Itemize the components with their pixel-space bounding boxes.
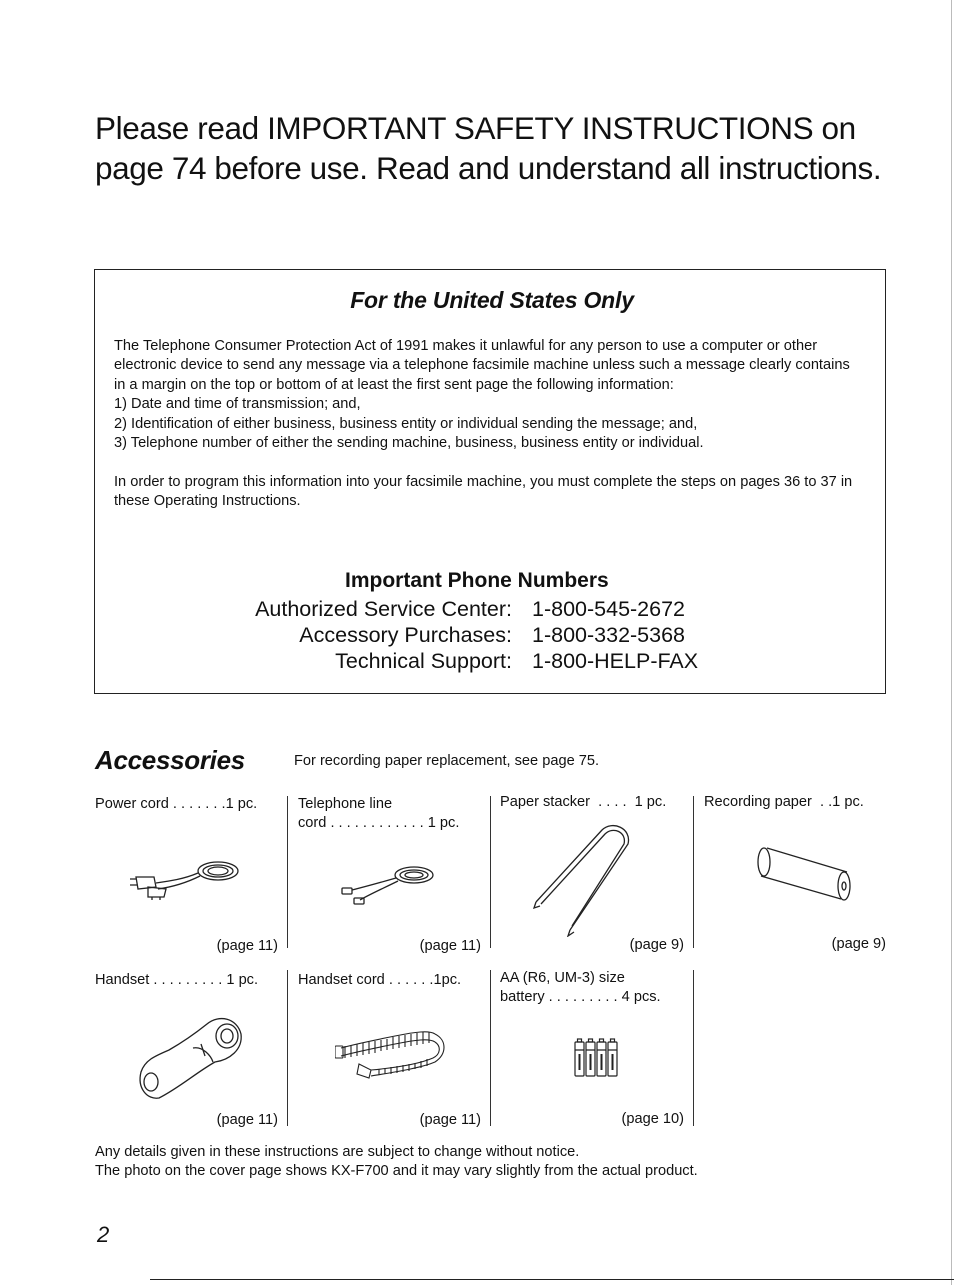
page-reference: (page 9) (629, 937, 684, 953)
tcpa-list-item: 3) Telephone number of either the sending machine, business, business entity or individual. (114, 435, 704, 452)
page-reference: (page 11) (419, 938, 481, 954)
recording-paper-roll-icon (755, 842, 855, 902)
accessory-label: Paper stacker . . . . 1 pc. (500, 794, 667, 810)
safety-headline-line2: page 74 before use. Read and understand all instructions. (95, 150, 882, 186)
accessory-label: cord . . . . . . . . . . . . 1 pc. (298, 815, 460, 832)
page-reference: (page 11) (419, 1112, 481, 1128)
handset-cord-icon (335, 1024, 450, 1082)
phone-label: Technical Support: (335, 649, 512, 673)
accessory-label: AA (R6, UM-3) size (500, 970, 625, 986)
accessory-paper-stacker (500, 793, 690, 812)
safety-headline-line1: Please read IMPORTANT SAFETY INSTRUCTIONS on (95, 110, 856, 146)
aa-battery-icon (574, 1038, 618, 1078)
accessory-aa-battery (500, 969, 690, 1008)
column-divider (490, 970, 491, 1126)
accessory-handset-cord (298, 971, 486, 990)
accessories-title: Accessories (95, 745, 245, 775)
telephone-line-cord-icon (338, 862, 438, 907)
page-reference: (page 10) (621, 1111, 684, 1127)
page-reference: (page 9) (831, 936, 886, 952)
footer-line: The photo on the cover page shows KX-F700 and it may vary slightly from the actual product. (95, 1163, 698, 1179)
safety-headline (95, 108, 915, 188)
tcpa-paragraph: The Telephone Consumer Protection Act of 1991 makes it unlawful for any person to use a computer or other electronic device to send any message via a telephone facsimile machine unless such a message clearly contains in a margin on the top or bottom of at least the first sent page the following information: (114, 338, 850, 393)
accessory-label: Telephone line (298, 796, 393, 812)
power-cord-icon (126, 855, 244, 900)
phone-label: Authorized Service Center: (255, 597, 512, 621)
phone-numbers-title: Important Phone Numbers (345, 569, 609, 592)
accessory-power-cord (95, 795, 283, 814)
accessory-label: Power cord . . . . . . .1 pc. (95, 796, 258, 812)
column-divider (287, 970, 288, 1126)
accessories-note: For recording paper replacement, see page 75. (294, 753, 600, 769)
phone-label: Accessory Purchases: (299, 623, 512, 647)
column-divider (287, 796, 288, 948)
column-divider (490, 796, 491, 948)
handset-icon (133, 1016, 245, 1100)
page-edge-line (951, 0, 952, 1285)
accessory-handset (95, 971, 283, 990)
tcpa-list (114, 395, 864, 453)
accessory-telephone-line-cord (298, 795, 486, 834)
accessory-label: battery . . . . . . . . . 4 pcs. (500, 989, 661, 1006)
accessory-label: Recording paper . .1 pc. (704, 794, 864, 810)
accessory-recording-paper (704, 793, 894, 812)
bottom-rule (150, 1279, 954, 1280)
tcpa-list-item: 1) Date and time of transmission; and, (114, 396, 361, 413)
page-reference: (page 11) (216, 938, 278, 954)
column-divider (693, 970, 694, 1126)
accessory-label: Handset . . . . . . . . . 1 pc. (95, 972, 259, 988)
phone-number: 1-800-545-2672 (532, 597, 686, 621)
footer-notice (95, 1143, 895, 1181)
column-divider (693, 796, 694, 948)
tcpa-list-item: 2) Identification of either business, business entity or individual sending the message; and, (114, 415, 698, 432)
paper-stacker-icon (532, 822, 640, 937)
page-number: 2 (97, 1222, 110, 1247)
program-instructions-paragraph: In order to program this information into your facsimile machine, you must complete the steps on pages 36 to 37 in these Operating Instructions. (114, 473, 853, 510)
phone-number: 1-800-HELP-FAX (532, 649, 699, 673)
accessory-label: Handset cord . . . . . .1pc. (298, 972, 462, 988)
us-only-title: For the United States Only (350, 287, 634, 313)
footer-line: Any details given in these instructions are subject to change without notice. (95, 1144, 580, 1160)
phone-number: 1-800-332-5368 (532, 623, 686, 647)
tcpa-notice (114, 337, 864, 512)
page-reference: (page 11) (216, 1112, 278, 1128)
